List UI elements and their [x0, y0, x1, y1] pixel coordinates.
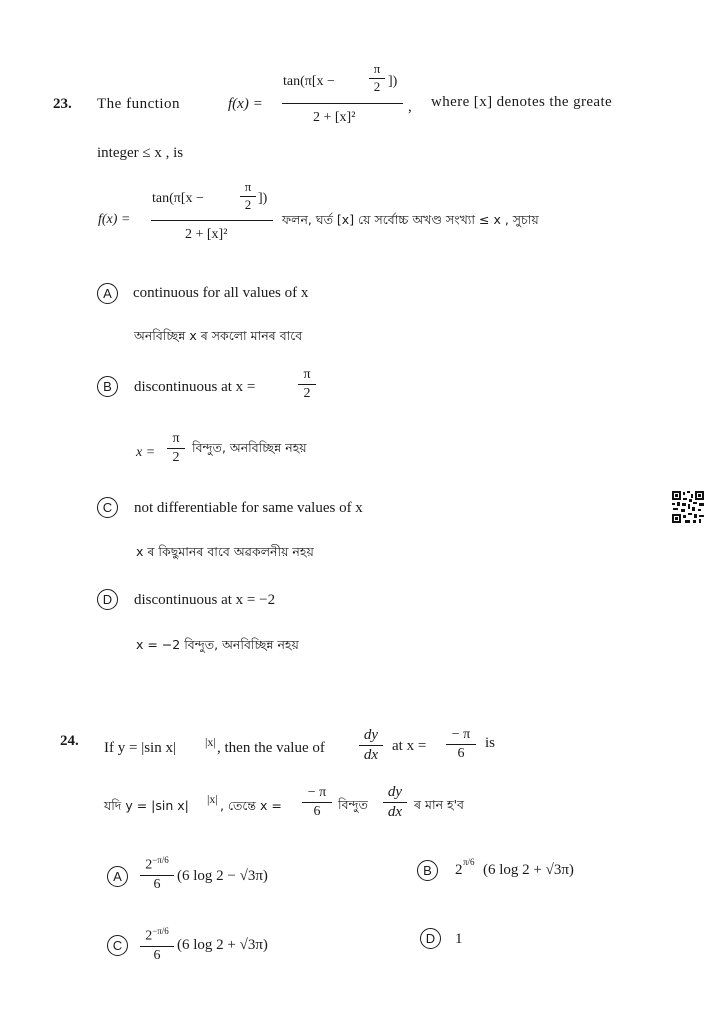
six: 6 [457, 746, 465, 762]
neg-pi: − π [451, 727, 471, 742]
bn-tan-close: ]) [258, 191, 268, 206]
tan-close: ]) [388, 74, 398, 89]
q24-option-d-value: 1 [455, 931, 463, 947]
q24-bn-then: , তেন্তে x = [220, 798, 282, 813]
q24-option-c-fraction [140, 926, 174, 964]
q24-option-c-circle[interactable]: C [107, 935, 128, 956]
bn-function-lhs: f(x) = [98, 212, 131, 227]
option-b-bn-num: π [172, 431, 180, 446]
neg-pi-over-6 [446, 727, 476, 762]
tan-open: tan(π[x − [283, 74, 335, 89]
option-c-circle[interactable]: C [97, 497, 118, 518]
dy-dx-fraction [359, 727, 383, 765]
q24-option-c-exp: −π/6 [152, 926, 169, 936]
q24-option-d-circle[interactable]: D [420, 928, 441, 949]
option-b-text: discontinuous at x = [134, 379, 256, 395]
bn-neg-pi: − π [307, 785, 327, 800]
qr-code-icon [671, 490, 705, 524]
dy: dy [363, 727, 379, 743]
q24-option-a-num [140, 855, 174, 874]
q24-at-text: at x = [392, 738, 427, 754]
q24-option-a-circle[interactable]: A [107, 866, 128, 887]
bn-neg-pi-over-6 [302, 785, 332, 820]
q24-option-b-base: 2 [455, 862, 463, 878]
inner-den: 2 [373, 78, 381, 94]
bn-dx: dx [387, 804, 403, 821]
q24-bn-if: যদি y = |sin x| [104, 798, 189, 813]
bn-fraction-den: 2 + [x]² [185, 227, 228, 242]
q24-option-a-fraction [140, 855, 174, 893]
bn-tan-open: tan(π[x − [152, 191, 204, 206]
integer-line: integer ≤ x , is [97, 145, 184, 161]
dx: dx [363, 747, 379, 764]
inner-num: π [373, 61, 381, 76]
option-b-bn-pre: x = [136, 445, 156, 460]
option-d-bengali: x = −2 বিন্দুত, অনবিচ্ছিন্ন নহয় [136, 637, 299, 652]
q24-then-text: , then the value of [217, 740, 325, 756]
question-number-24: 24. [60, 733, 79, 749]
main-fraction-den: 2 + [x]² [313, 110, 356, 125]
q24-bn-exp: |x| [207, 792, 218, 806]
option-a-bengali: অনবিচ্ছিন্ন x ৰ সকলো মানৰ বাবে [134, 328, 303, 343]
question-number-23: 23. [53, 96, 72, 112]
option-c-text: not differentiable for same values of x [134, 500, 363, 516]
q24-option-c-den: 6 [153, 947, 161, 963]
q24-option-b-text: (6 log 2 + √3π) [483, 862, 574, 878]
bn-inner-num: π [244, 179, 252, 194]
q24-option-b-exp: π/6 [463, 857, 475, 867]
q24-if-text: If y = |sin x| [104, 740, 176, 756]
option-d-text: discontinuous at x = −2 [134, 592, 276, 608]
option-b-bn-fraction [167, 431, 185, 466]
option-b-bn-den: 2 [172, 450, 180, 466]
question-intro: The function [97, 96, 181, 112]
q24-option-b-circle[interactable]: B [417, 860, 438, 881]
bn-inner-den: 2 [244, 196, 252, 212]
option-b-num: π [303, 367, 311, 382]
main-fraction-bar [282, 103, 403, 104]
bn-six: 6 [313, 804, 321, 820]
q24-option-c-base: 2 [145, 928, 153, 944]
option-b-fraction [298, 367, 316, 402]
comma: , [408, 99, 412, 115]
option-a-circle[interactable]: A [97, 283, 118, 304]
bn-inner-fraction [240, 180, 256, 213]
bn-dy: dy [387, 784, 403, 800]
q24-exponent: |x| [205, 735, 216, 749]
q24-is-text: is [485, 735, 496, 751]
option-b-bengali: বিন্দুত, অনবিচ্ছিন্ন নহয় [192, 440, 307, 455]
option-a-text: continuous for all values of x [133, 285, 309, 301]
bn-rest: ফলন, ঘৰ্ত [x] য়ে সৰ্বোচ্চ অখণ্ড সংখ্যা ≤ x , সুচায় [282, 212, 539, 227]
option-b-den: 2 [303, 386, 311, 402]
q24-bn-point: বিন্দুত [338, 797, 368, 812]
q24-option-a-den: 6 [153, 876, 161, 892]
q24-option-c-num [140, 926, 174, 945]
q24-option-c-text: (6 log 2 + √3π) [177, 937, 268, 953]
q24-option-a-exp: −π/6 [152, 855, 169, 865]
bn-fraction-bar [151, 220, 273, 221]
q24-option-a-base: 2 [145, 857, 153, 873]
option-d-circle[interactable]: D [97, 589, 118, 610]
bn-dy-dx [383, 784, 407, 822]
q24-bn-end: ৰ মান হ'ব [414, 797, 464, 812]
inner-fraction [369, 62, 385, 95]
where-text: where [x] denotes the greate [431, 94, 613, 110]
q24-option-a-text: (6 log 2 − √3π) [177, 868, 268, 884]
function-lhs: f(x) = [228, 96, 263, 112]
option-c-bengali: x ৰ কিছুমানৰ বাবে অৱকলনীয় নহয় [136, 544, 314, 559]
option-b-circle[interactable]: B [97, 376, 118, 397]
